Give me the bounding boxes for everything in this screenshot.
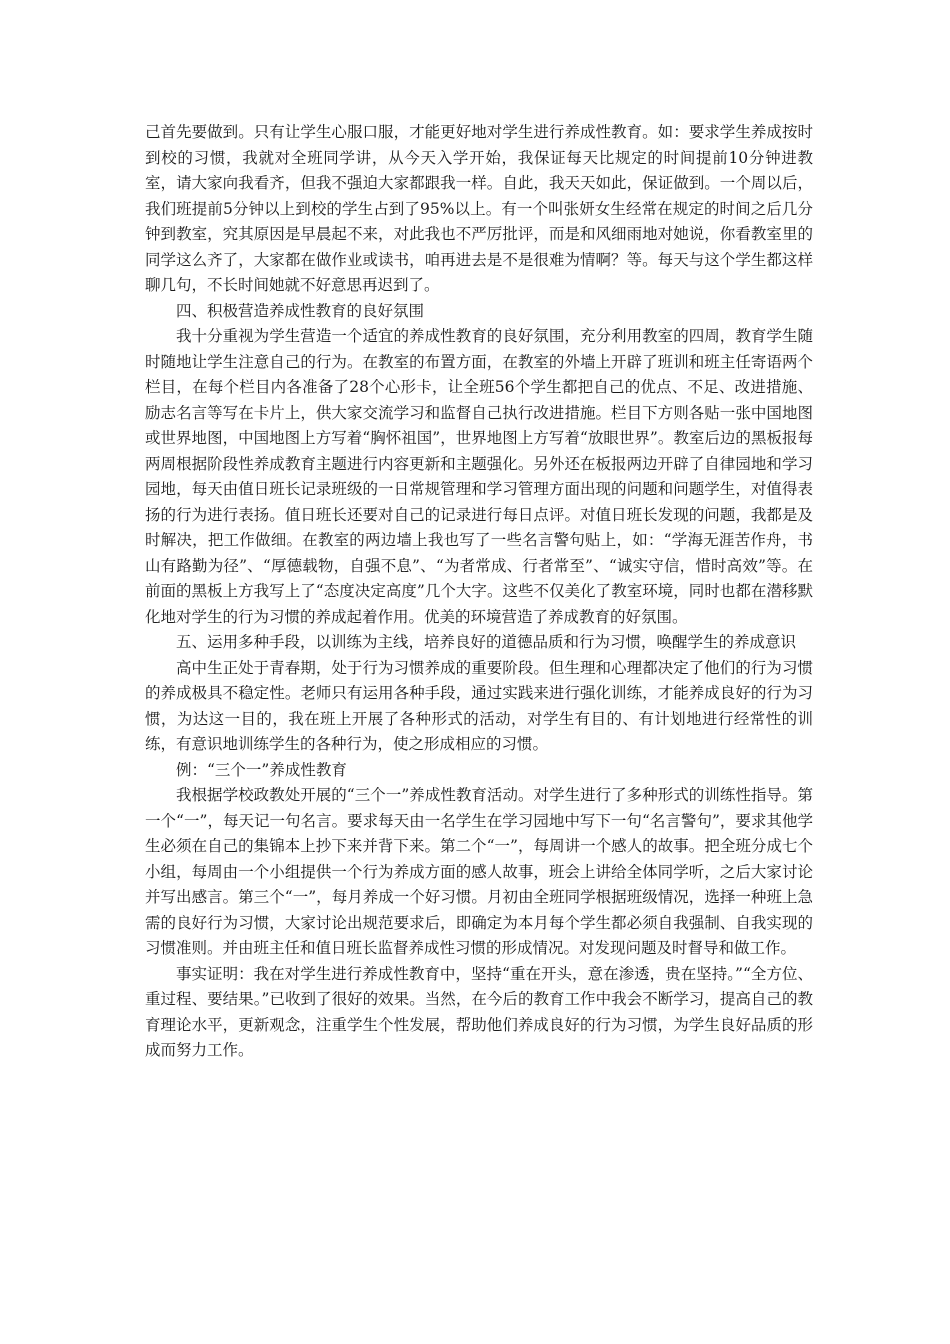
paragraph-training: 高中生正处于青春期，处于行为习惯养成的重要阶段。但生理和心理都决定了他们的行为习惯的养成极具不稳定性。老师只有运用各种手段，通过实践来进行强化训练，才能养成良好的行为习惯，为达这一目的，我在班上开展了各种形式的活动，对学生有目的、有计划地进行经常性的训练，有意识地训练学生的各种行为，使之形成相应的习惯。 xyxy=(145,658,813,753)
paragraph-atmosphere: 我十分重视为学生营造一个适宜的养成性教育的良好氛围，充分利用教室的四周，教育学生随时随地让学生注意自己的行为。在教室的布置方面，在教室的外墙上开辟了班训和班主任寄语两个栏目，在每个栏目内各准备了28个心形卡，让全班56个学生都把自己的优点、不足、改进措施、励志名言等写在卡片上，供大家交流学习和监督自己执行改进措施。栏目下方则各贴一张中国地图或世界地图，中国地图上方写着“胸怀祖国”，世界地图上方写着“放眼世界”。教室后边的黑板报每两周根据阶段性养成教育主题进行内容更新和主题强化。另外还在板报两边开辟了自律园地和学习园地，每天由值日班长记录班级的一日常规管理和学习管理方面出现的问题和问题学生，对值得表扬的行为进行表扬。值日班长还要对自己的记录进行每日点评。对值日班长发现的问题，我都是及时解决，把工作做细。在教室的两边墙上我也写了一些名言警句贴上，如：“学海无涯苦作舟，书山有路勤为径”、“厚德载物，自强不息”、“为者常成、行者常至”、“诚实守信，惜时高效”等。在前面的黑板上方我写上了“态度决定高度”几个大字。这些不仅美化了教室环境，同时也都在潜移默化地对学生的行为习惯的养成起着作用。优美的环境营造了养成教育的好氛围。 xyxy=(145,327,813,626)
section-heading-4: 四、积极营造养成性教育的良好氛围 xyxy=(176,301,425,320)
paragraph-three-ones: 我根据学校政教处开展的“三个一”养成性教育活动。对学生进行了多种形式的训练性指导。第一个“一”，每天记一句名言。要求每天由一名学生在学习园地中写下一句“名言警句”，要求其他学生必须在自己的集锦本上抄下来并背下来。第二个“一”，每周讲一个感人的故事。把全班分成七个小组，每周由一个小组提供一个行为养成方面的感人故事，班会上讲给全体同学听，之后大家讨论并写出感言。第三个“一”，每月养成一个好习惯。月初由全班同学根据班级情况，选择一种班上急需的良好行为习惯，大家讨论出规范要求后，即确定为本月每个学生都必须自我强制、自我实现的习惯准则。并由班主任和值日班长监督养成性习惯的形成情况。对发现问题及时督导和做工作。 xyxy=(145,786,813,957)
section-heading-5: 五、运用多种手段，以训练为主线，培养良好的道德品质和行为习惯，唤醒学生的养成意识 xyxy=(176,633,797,651)
example-heading: 例：“三个一”养成性教育 xyxy=(176,760,347,779)
paragraph-continuation: 己首先要做到。只有让学生心服口服，才能更好地对学生进行养成性教育。如：要求学生养成按时到校的习惯，我就对全班同学讲，从今天入学开始，我保证每天比规定的时间提前10分钟进教室，请大家向我看齐，但我不强迫大家都跟我一样。自此，我天天如此，保证做到。一个周以后，我们班提前5分钟以上到校的学生占到了95%以上。有一个叫张妍女生经常在规定的时间之后几分钟到教室，究其原因是早晨起不来，对此我也不严厉批评，而是和风细雨地对她说，你看教室里的同学这么齐了，大家都在做作业或读书，咱再进去是不是很难为情啊？等。每天与这个学生都这样聊几句，不长时间她就不好意思再迟到了。 xyxy=(145,123,813,294)
paragraph-conclusion: 事实证明：我在对学生进行养成性教育中，坚持“重在开头，意在渗透，贵在坚持。”“全方位、重过程、要结果。”已收到了很好的效果。当然，在今后的教育工作中我会不断学习，提高自己的教育理论水平，更新观念，注重学生个性发展，帮助他们养成良好的行为习惯，为学生良好品质的形成而努力工作。 xyxy=(145,964,813,1059)
document-body xyxy=(145,120,813,1064)
